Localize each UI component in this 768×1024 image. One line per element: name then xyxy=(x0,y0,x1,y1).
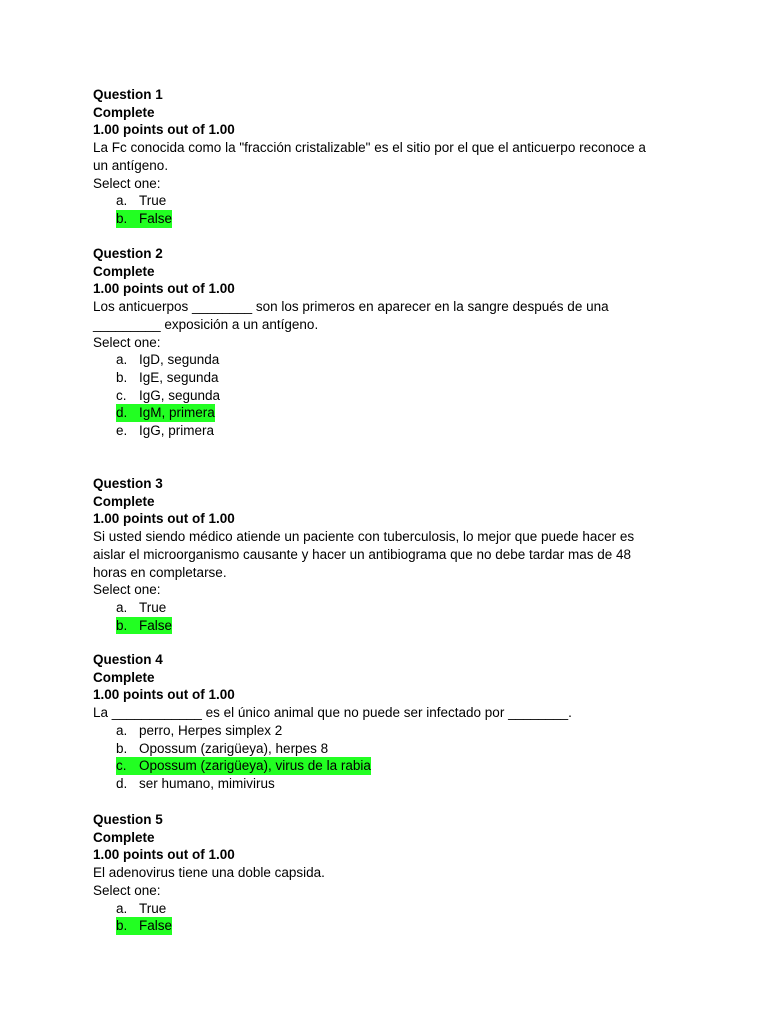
option-letter: e. xyxy=(116,422,128,438)
option-text: False xyxy=(139,210,173,226)
answer-option xyxy=(93,599,683,617)
option-letter: a. xyxy=(116,599,128,615)
answer-highlight xyxy=(116,404,215,422)
option-text: IgE, segunda xyxy=(139,369,219,385)
question-block-1 xyxy=(93,86,683,228)
answer-option-selected xyxy=(93,917,683,935)
answer-option-content xyxy=(116,192,166,210)
answer-highlight xyxy=(116,757,371,775)
answer-highlight xyxy=(116,617,172,635)
answer-option-selected xyxy=(93,617,683,635)
option-letter: d. xyxy=(116,775,128,791)
answer-option-content xyxy=(116,422,214,440)
option-text: Opossum (zarigüeya), herpes 8 xyxy=(139,740,329,756)
question-title: Question 5 xyxy=(93,812,163,827)
answer-option-selected xyxy=(93,210,683,228)
select-one-label: Select one: xyxy=(93,882,161,898)
question-status: Complete xyxy=(93,263,155,279)
answer-option xyxy=(93,900,683,918)
answer-option-content xyxy=(116,369,219,387)
question-title: Question 2 xyxy=(93,246,163,261)
option-text: IgG, segunda xyxy=(139,387,221,403)
answer-option-content xyxy=(116,740,328,758)
answer-options xyxy=(93,192,683,227)
question-status: Complete xyxy=(93,669,155,685)
option-letter: b. xyxy=(116,617,128,633)
answer-option-content xyxy=(116,900,166,918)
option-text: IgD, segunda xyxy=(139,352,220,368)
question-title: Question 1 xyxy=(93,87,163,102)
option-letter: b. xyxy=(116,369,128,385)
answer-highlight xyxy=(116,210,172,228)
answer-options xyxy=(93,599,683,634)
option-text: True xyxy=(139,193,167,209)
option-letter: a. xyxy=(116,352,128,368)
question-block-5 xyxy=(93,811,683,935)
option-letter: c. xyxy=(116,387,127,403)
option-text: True xyxy=(139,900,167,916)
question-text: Los anticuerpos ________ son los primeros en aparecer en la sangre después de una _________ exposición a un antígeno. xyxy=(93,299,609,332)
question-text: Si usted siendo médico atiende un paciente con tuberculosis, lo mejor que puede hacer es aislar el microorganismo causante y hacer un antibiograma que no debe tardar mas de 48 horas en completarse. xyxy=(93,529,635,580)
answer-option xyxy=(93,740,683,758)
question-points: 1.00 points out of 1.00 xyxy=(93,687,235,703)
answer-option-content xyxy=(116,599,166,617)
select-one-label: Select one: xyxy=(93,582,161,598)
answer-option xyxy=(93,722,683,740)
question-title: Question 4 xyxy=(93,652,163,667)
option-text: ser humano, mimivirus xyxy=(139,775,275,791)
option-text: IgG, primera xyxy=(139,422,215,438)
option-text: False xyxy=(139,918,173,934)
answer-option xyxy=(93,351,683,369)
answer-options xyxy=(93,351,683,439)
option-letter: d. xyxy=(116,405,128,421)
question-status: Complete xyxy=(93,829,155,845)
answer-option-selected xyxy=(93,757,683,775)
select-one-label: Select one: xyxy=(93,175,161,191)
answer-option-selected xyxy=(93,404,683,422)
question-text: La Fc conocida como la "fracción cristalizable" es el sitio por el que el anticuerpo reconoce a un antígeno. xyxy=(93,140,646,173)
option-text: Opossum (zarigüeya), virus de la rabia xyxy=(139,758,371,774)
question-points: 1.00 points out of 1.00 xyxy=(93,847,235,863)
answer-highlight xyxy=(116,917,172,935)
option-text: False xyxy=(139,617,173,633)
option-letter: a. xyxy=(116,722,128,738)
question-title: Question 3 xyxy=(93,476,163,491)
question-points: 1.00 points out of 1.00 xyxy=(93,122,235,138)
answer-option xyxy=(93,369,683,387)
answer-option-content xyxy=(116,351,219,369)
question-text: La ____________ es el único animal que no puede ser infectado por ________. xyxy=(93,705,572,721)
option-letter: b. xyxy=(116,210,128,226)
answer-option-content xyxy=(116,387,220,405)
option-text: IgM, primera xyxy=(139,405,215,421)
question-status: Complete xyxy=(93,104,155,120)
option-letter: a. xyxy=(116,900,128,916)
answer-option xyxy=(93,775,683,793)
answer-options xyxy=(93,722,683,793)
option-text: True xyxy=(139,599,167,615)
option-letter: b. xyxy=(116,918,128,934)
answer-option xyxy=(93,387,683,405)
question-points: 1.00 points out of 1.00 xyxy=(93,511,235,527)
answer-options xyxy=(93,900,683,935)
option-letter: c. xyxy=(116,758,127,774)
answer-option xyxy=(93,192,683,210)
option-letter: b. xyxy=(116,740,128,756)
question-block-2 xyxy=(93,245,683,440)
question-text: El adenovirus tiene una doble capsida. xyxy=(93,865,325,881)
option-text: perro, Herpes simplex 2 xyxy=(139,722,283,738)
question-block-4 xyxy=(93,651,683,793)
answer-option-content xyxy=(116,775,275,793)
answer-option xyxy=(93,422,683,440)
question-block-3 xyxy=(93,475,683,634)
select-one-label: Select one: xyxy=(93,334,161,350)
question-status: Complete xyxy=(93,493,155,509)
option-letter: a. xyxy=(116,193,128,209)
answer-option-content xyxy=(116,722,282,740)
question-points: 1.00 points out of 1.00 xyxy=(93,281,235,297)
